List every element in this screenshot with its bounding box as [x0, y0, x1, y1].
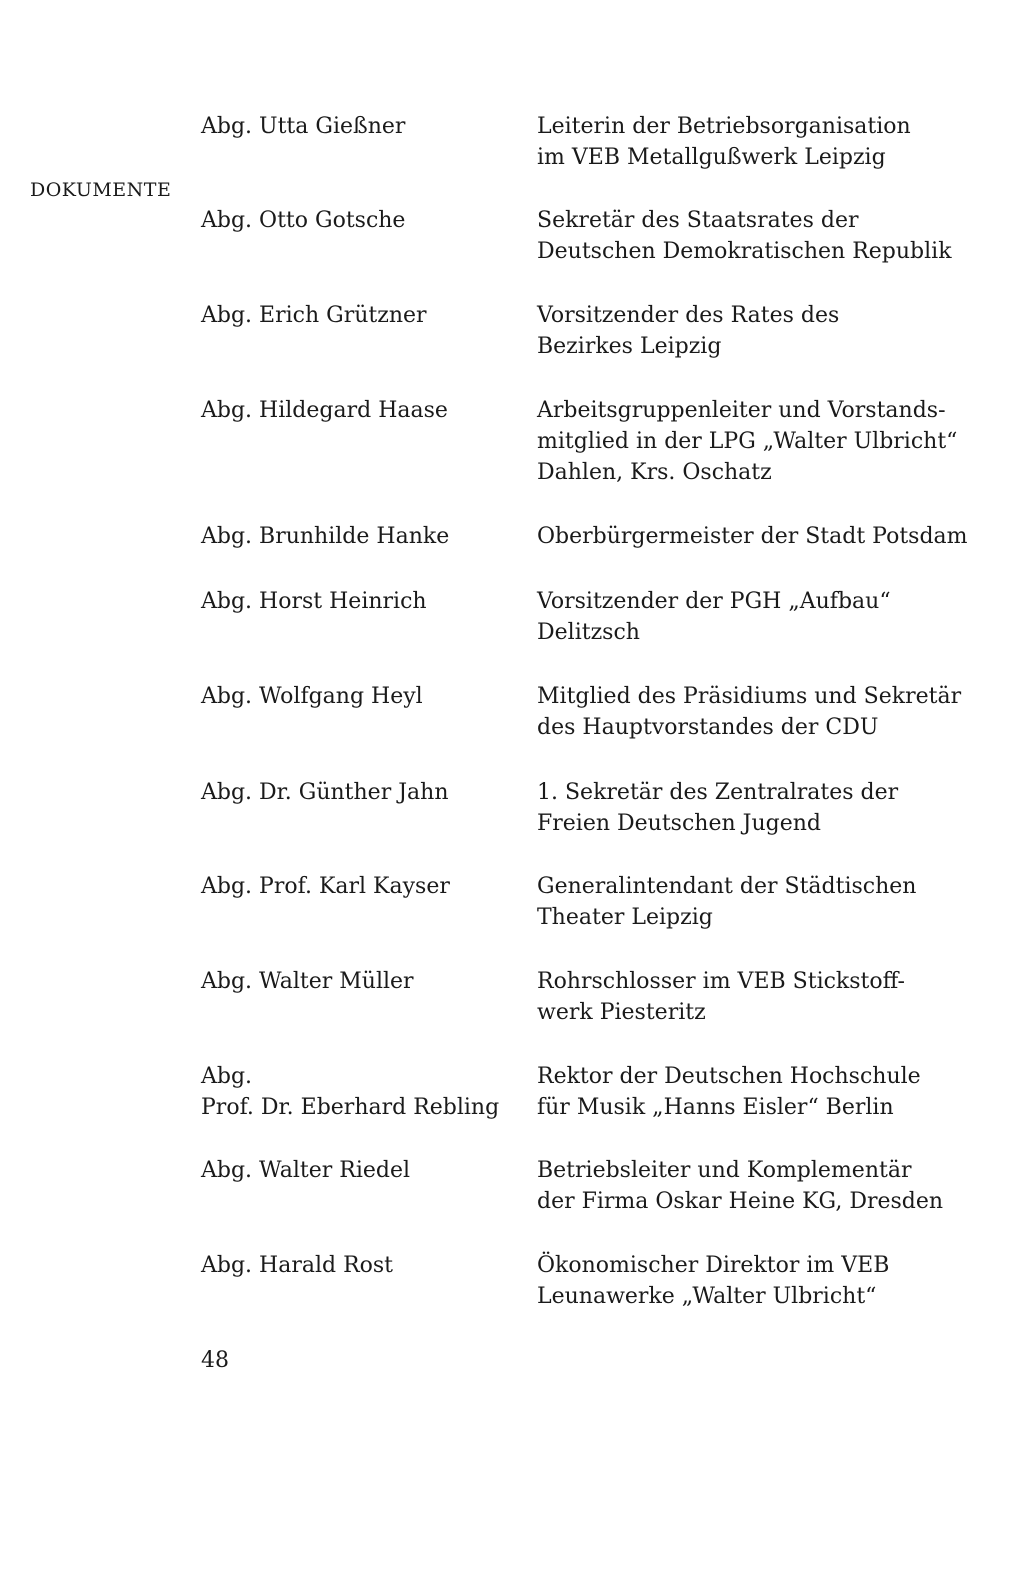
member-role: Sekretär des Staatsrates der Deutschen Demokratischen Republik	[537, 208, 952, 264]
member-role: Ökonomischer Direktor im VEB Leunawerke „Walter Ulbricht“	[537, 1253, 890, 1309]
member-name: Abg. Brunhilde Hanke	[201, 524, 450, 549]
page-number: 48	[201, 1348, 229, 1373]
member-role: Oberbürgermeister der Stadt Potsdam	[537, 524, 968, 549]
member-role: Arbeitsgruppenleiter und Vorstands- mitglied in der LPG „Walter Ulbricht“ Dahlen, Krs. Oschatz	[537, 398, 958, 485]
member-name: Abg. Dr. Günther Jahn	[201, 780, 449, 805]
member-role: Rektor der Deutschen Hochschule für Musik „Hanns Eisler“ Berlin	[537, 1064, 921, 1120]
member-role: Generalintendant der Städtischen Theater Leipzig	[537, 874, 917, 930]
member-role: Rohrschlosser im VEB Stickstoff- werk Piesteritz	[537, 969, 905, 1025]
member-name: Abg. Horst Heinrich	[201, 589, 427, 614]
member-role: Vorsitzender des Rates des Bezirkes Leipzig	[537, 303, 840, 359]
member-name: Abg. Prof. Dr. Eberhard Rebling	[201, 1064, 500, 1120]
member-name: Abg. Wolfgang Heyl	[201, 684, 423, 709]
member-role: Vorsitzender der PGH „Aufbau“ Delitzsch	[537, 589, 891, 645]
section-label: DOKUMENTE	[30, 179, 172, 201]
member-role: Leiterin der Betriebsorganisation im VEB Metallgußwerk Leipzig	[537, 114, 911, 170]
member-name: Abg. Prof. Karl Kayser	[201, 874, 450, 899]
member-role: Mitglied des Präsidiums und Sekretär des Hauptvorstandes der CDU	[537, 684, 962, 740]
member-name: Abg. Walter Riedel	[201, 1158, 411, 1183]
member-name: Abg. Otto Gotsche	[201, 208, 406, 233]
member-name: Abg. Hildegard Haase	[201, 398, 448, 423]
member-name: Abg. Walter Müller	[201, 969, 414, 994]
member-name: Abg. Utta Gießner	[201, 114, 406, 139]
member-name: Abg. Harald Rost	[201, 1253, 394, 1278]
member-role: Betriebsleiter und Komplementär der Firma Oskar Heine KG, Dresden	[537, 1158, 944, 1214]
member-name: Abg. Erich Grützner	[201, 303, 427, 328]
member-role: 1. Sekretär des Zentralrates der Freien Deutschen Jugend	[537, 780, 899, 836]
